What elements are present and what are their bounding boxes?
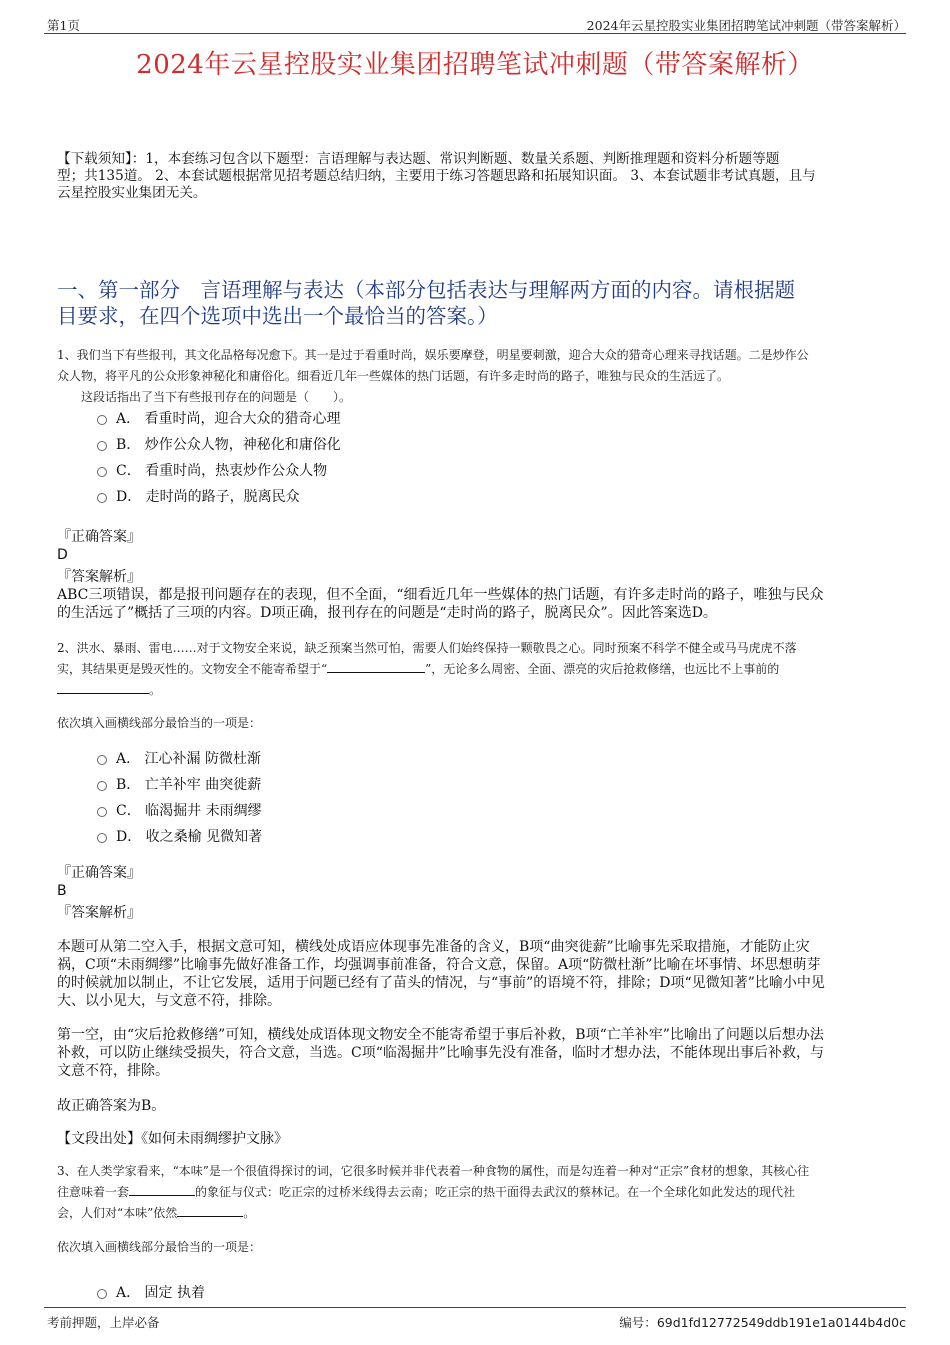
blank-2 [57, 680, 149, 694]
code-value: 69d1fd12772549ddb191e1a0144b4d0c [656, 1315, 906, 1330]
q2-option-d[interactable] [97, 827, 262, 847]
stem-text: 。 [149, 683, 162, 697]
analysis-line: 文意不符，排除。 [57, 1063, 169, 1079]
q1-answer-label: 『正确答案』 [57, 529, 141, 545]
download-notice [57, 151, 907, 202]
radio-icon[interactable] [97, 1289, 107, 1299]
radio-icon[interactable] [97, 807, 107, 817]
option-label: B． 炒作公众人物，神秘化和庸俗化 [116, 437, 341, 453]
question-1-stem [57, 345, 907, 408]
notice-line: 云星控股实业集团无关。 [57, 185, 207, 201]
notice-line: 【下载须知】：1，本套练习包含以下题型：言语理解与表达题、常识判断题、数量关系题、判断推理题和资料分析题等题 [57, 151, 780, 167]
stem-text: 的象征与仪式：吃正宗的过桥米线得去云南；吃正宗的热干面得去武汉的蔡林记。在一个全球化如此发达的现代社 [195, 1185, 796, 1199]
blank-1 [129, 1182, 195, 1196]
footer-code [619, 1313, 906, 1331]
radio-icon[interactable] [97, 493, 107, 503]
stem-line [57, 1203, 907, 1224]
stem-line: 2、洪水、暴雨、雷电……对于文物安全来说，缺乏预案当然可怕，需要人们始终保持一颗敬畏之心。同时预案不科学不健全或马马虎虎不落 [57, 641, 797, 655]
footer-slogan: 考前押题，上岸必备 [47, 1315, 160, 1330]
stem-text: 。 [243, 1206, 256, 1220]
stem-text: ”，无论多么周密、全面、漂亮的灾后抢救修缮，也远比不上事前的 [425, 662, 780, 676]
stem-line: 众人物，将平凡的公众形象神秘化和庸俗化。细看近几年一些媒体的热门话题，有许多走时尚的路子，唯独与民众的生活远了。 [57, 369, 730, 383]
q2-conclusion: 故正确答案为B。 [57, 1098, 166, 1114]
radio-icon[interactable] [97, 833, 107, 843]
q2-analysis-p1 [57, 938, 907, 1010]
q1-answer: D [57, 547, 68, 563]
q2-option-b[interactable] [97, 775, 261, 795]
q2-option-c[interactable] [97, 801, 262, 821]
stem-line: 3、在人类学家看来，“本味”是一个很值得探讨的词，它很多时候并非代表着一种食物的属性，而是勾连着一种对“正宗”食材的想象，其核心往 [57, 1164, 810, 1178]
option-label: C． 临渴掘井 未雨绸缪 [116, 803, 262, 819]
option-label: B． 亡羊补牢 曲突徙薪 [116, 777, 262, 793]
analysis-line: 本题可从第二空入手，根据文意可知，横线处成语应体现事先准备的含义，B项“曲突徙薪”比喻事先采取措施，才能防止灾 [57, 939, 810, 955]
section-heading [57, 277, 897, 329]
q3-option-a[interactable] [97, 1283, 205, 1303]
running-title: 2024年云星控股实业集团招聘笔试冲刺题（带答案解析） [586, 18, 906, 33]
option-label: A． 江心补漏 防微杜渐 [116, 751, 262, 767]
q2-option-a[interactable] [97, 749, 261, 769]
option-label: A． 固定 执着 [116, 1285, 206, 1301]
stem-line [57, 659, 907, 680]
analysis-line: 大、以小见大，与文意不符，排除。 [57, 993, 281, 1009]
stem-text: 会，人们对“本味”依然 [57, 1206, 178, 1220]
q2-analysis-label: 『答案解析』 [57, 905, 141, 921]
stem-text: 往意味着一套 [57, 1185, 130, 1199]
stem-line [57, 680, 907, 701]
question-3-stem [57, 1161, 907, 1224]
option-label: C． 看重时尚，热衷炒作公众人物 [116, 463, 328, 479]
q2-answer: B [57, 883, 67, 899]
analysis-line: ABC三项错误，都是报刊问题存在的表现，但不全面，“细看近几年一些媒体的热门话题，有许多走时尚的路子，唯独与民众 [57, 587, 824, 603]
analysis-line: 的时候就加以制止，不让它发展，适用于问题已经有了苗头的情况，与“事前”的语境不符，排除；D项“见微知著”比喻小中见 [57, 975, 825, 991]
option-label: D． 收之桑榆 见微知著 [116, 829, 263, 845]
stem-line: 这段话指出了当下有些报刊存在的问题是（ ）。 [81, 390, 352, 404]
q2-prompt: 依次填入画横线部分最恰当的一项是： [57, 716, 262, 730]
page-number: 第1页 [47, 18, 80, 33]
page-title: 2024年云星控股实业集团招聘笔试冲刺题（带答案解析） [136, 50, 814, 80]
stem-text: 实，其结果更是毁灭性的。文物安全不能寄希望于“ [57, 662, 328, 676]
stem-line [57, 1182, 907, 1203]
q1-analysis-label: 『答案解析』 [57, 569, 141, 585]
q1-option-a[interactable] [97, 409, 341, 429]
option-label: D． 走时尚的路子，脱离民众 [116, 489, 300, 505]
radio-icon[interactable] [97, 781, 107, 791]
blank-1 [327, 659, 425, 673]
q2-answer-label: 『正确答案』 [57, 865, 141, 881]
analysis-line: 的生活远了”概括了三项的内容。D项正确，报刊存在的问题是“走时尚的路子，脱离民众”。因此答案选D。 [57, 605, 717, 621]
code-label: 编号： [619, 1315, 657, 1330]
q1-option-d[interactable] [97, 487, 300, 507]
footer-divider [44, 1307, 906, 1308]
section-heading-line: 目要求，在四个选项中选出一个最恰当的答案。） [57, 304, 498, 328]
blank-2 [177, 1203, 243, 1217]
section-heading-line: 一、第一部分 言语理解与表达（本部分包括表达与理解两方面的内容。请根据题 [57, 278, 795, 302]
stem-line: 1、我们当下有些报刊，其文化品格每况愈下。其一是过于看重时尚，娱乐要摩登，明星要刺激，迎合大众的猎奇心理来寻找话题。二是炒作公 [57, 348, 809, 362]
q3-prompt: 依次填入画横线部分最恰当的一项是： [57, 1240, 262, 1254]
q1-analysis [57, 586, 907, 622]
analysis-line: 第一空，由“灾后抢救修缮”可知，横线处成语体现文物安全不能寄希望于事后补救，B项“亡羊补牢”比喻出了问题以后想办法 [57, 1027, 824, 1043]
q1-option-b[interactable] [97, 435, 341, 455]
notice-line: 型；共135道。 2、本套试题根据常见招考题总结归纳，主要用于练习答题思路和拓展知识面。 3、本套试题非考试真题，且与 [57, 168, 816, 184]
radio-icon[interactable] [97, 441, 107, 451]
q2-analysis-p2 [57, 1026, 907, 1080]
question-2-stem [57, 638, 907, 701]
option-label: A． 看重时尚，迎合大众的猎奇心理 [116, 411, 341, 427]
analysis-line: 祸，C项“未雨绸缪”比喻事先做好准备工作，均强调事前准备，符合文意，保留。A项“防微杜渐”比喻在坏事情、坏思想萌芽 [57, 957, 821, 973]
radio-icon[interactable] [97, 755, 107, 765]
radio-icon[interactable] [97, 415, 107, 425]
header-divider [44, 33, 906, 34]
q1-option-c[interactable] [97, 461, 327, 481]
q2-source: 【文段出处】《如何未雨绸缪护文脉》 [57, 1131, 288, 1147]
radio-icon[interactable] [97, 467, 107, 477]
analysis-line: 补救，可以防止继续受损失，符合文意，当选。C项“临渴掘井”比喻事先没有准备，临时才想办法，不能体现出事后补救，与 [57, 1045, 825, 1061]
